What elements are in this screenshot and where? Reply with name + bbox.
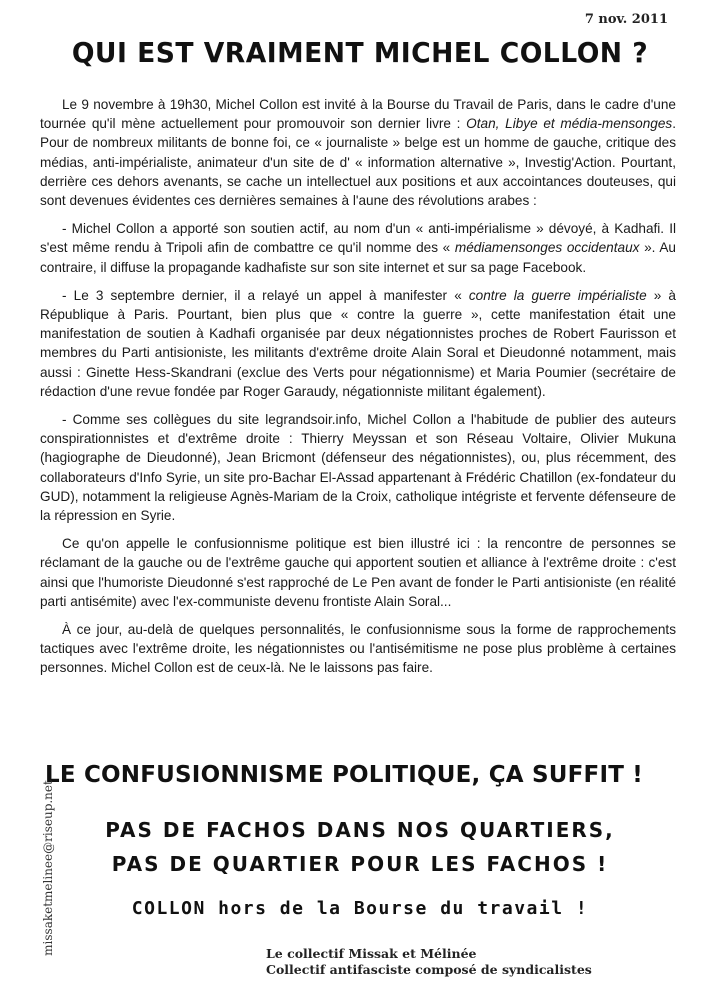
book-title: Otan, Libye et média-mensonges [466,116,673,132]
side-email: missaketmelinee@riseup.net [41,780,55,956]
slogan-collon: COLLON hors de la Bourse du travail ! [131,898,589,919]
date-label: 7 nov. 2011 [584,12,668,27]
intro-text-b: . Pour de nombreux militants de bonne foi, ce « journaliste » belge est un homme de gauche, critique des médias, anti-impérialiste, animateur d'un site de d' « information alternative », Investig'Action. Pourtant, derrière ces dehors avenants, se cache un intellectuel aux positions et aux accointances douteuses, qui sont devenues évidentes ces dernières semaines à l'aune des révolutions arabes : [40,116,676,209]
point-legrandsoir: - Comme ses collègues du site legrandsoir.info, Michel Collon a l'habitude de publier des auteurs conspirationnistes et d'extrême droite : Thierry Meyssan et son Réseau Voltaire, Olivier Mukuna (hagiographe de Dieudonné), Jean Bricmont (défenseur des négationnistes), ou, plus récemment, des collaborateurs d'Info Syrie, un site pro-Bachar El-Assad appartenant à Frédéric Chatillon (ex-fondateur du GUD), notamment la religieuse Agnès-Mariam de la Croix, catholique intégriste et fervente défenseure de la répression en Syrie. [40,412,676,524]
signature-collective: Le collectif Missak et Mélinée [266,946,477,961]
point1-text-a: - Michel Collon a apporté son soutien actif, au nom d'un « anti-impérialisme » dévoyé, à Kadhafi. Il s'est même rendu à Tripoli afin de combattre ce qu'il nomme des « [40,221,676,256]
point1-emphasis: médiamensonges occidentaux [454,240,640,256]
point-kadhafi [40,219,676,277]
point2-text-b: » à République à Paris. Pourtant, bien plus que « contre la guerre », cette manifestation était une manifestation de soutien à Kadhafi organisée par deux négationnistes proches de Robert Faurisson et membres du Parti antisioniste, les militants d'extrême droite Alain Soral et Dieudonné notamment, mais aussi : Ginette Hess-Skandrani (exclue des Verts pour négationnisme) et Maria Poumier (secrétaire de rédaction d'une revue fondée par Roger Garaudy, négationniste militant également). [40,287,676,399]
point2-emphasis: contre la guerre impérialiste [468,287,647,303]
point-manifestation [40,286,676,401]
intro-paragraph [40,95,676,210]
confusionnisme-paragraph: Ce qu'on appelle le confusionnisme politique est bien illustré ici : la rencontre de personnes se réclamant de la gauche ou de l'extrême gauche qui apportent soutien et alliance à l'extrême droite : c'est ainsi que l'humoriste Dieudonné s'est rapproché de Le Pen avant de fonder le Parti antisioniste (en réalité parti antisémite) avec l'ex-communiste devenu frontiste Alain Soral... [40,536,676,609]
article-body [40,95,676,687]
signature-block [266,946,686,978]
point2-text-a: - Le 3 septembre dernier, il a relayé un appel à manifester « [62,287,469,303]
slogan-fachos-line1: PAS DE FACHOS DANS NOS QUARTIERS, [105,818,615,842]
slogan-fachos-line2: PAS DE QUARTIER POUR LES FACHOS ! [111,852,609,876]
slogan-confusionnisme: LE CONFUSIONNISME POLITIQUE, ÇA SUFFIT ! [45,762,643,788]
signature-description: Collectif antifasciste composé de syndicalistes [266,962,592,977]
page-title: QUI EST VRAIMENT MICHEL COLLON ? [71,36,649,69]
slogan-fachos [0,813,720,881]
intro-text-a: Le 9 novembre à 19h30, Michel Collon est invité à la Bourse du Travail de Paris, dans le cadre d'une tournée qu'il mène actuellement pour promouvoir son dernier livre : [40,97,676,132]
point1-text-b: ». Au contraire, il diffuse la propagande kadhafiste sur son site internet et sur sa page Facebook. [40,240,676,275]
conclusion-paragraph: À ce jour, au-delà de quelques personnalités, le confusionnisme sous la forme de rapprochements tactiques avec l'extrême droite, les négationnistes ou l'antisémitisme ne pose plus problème à certaines personnes. Michel Collon est de ceux-là. Ne le laissons pas faire. [40,622,676,676]
